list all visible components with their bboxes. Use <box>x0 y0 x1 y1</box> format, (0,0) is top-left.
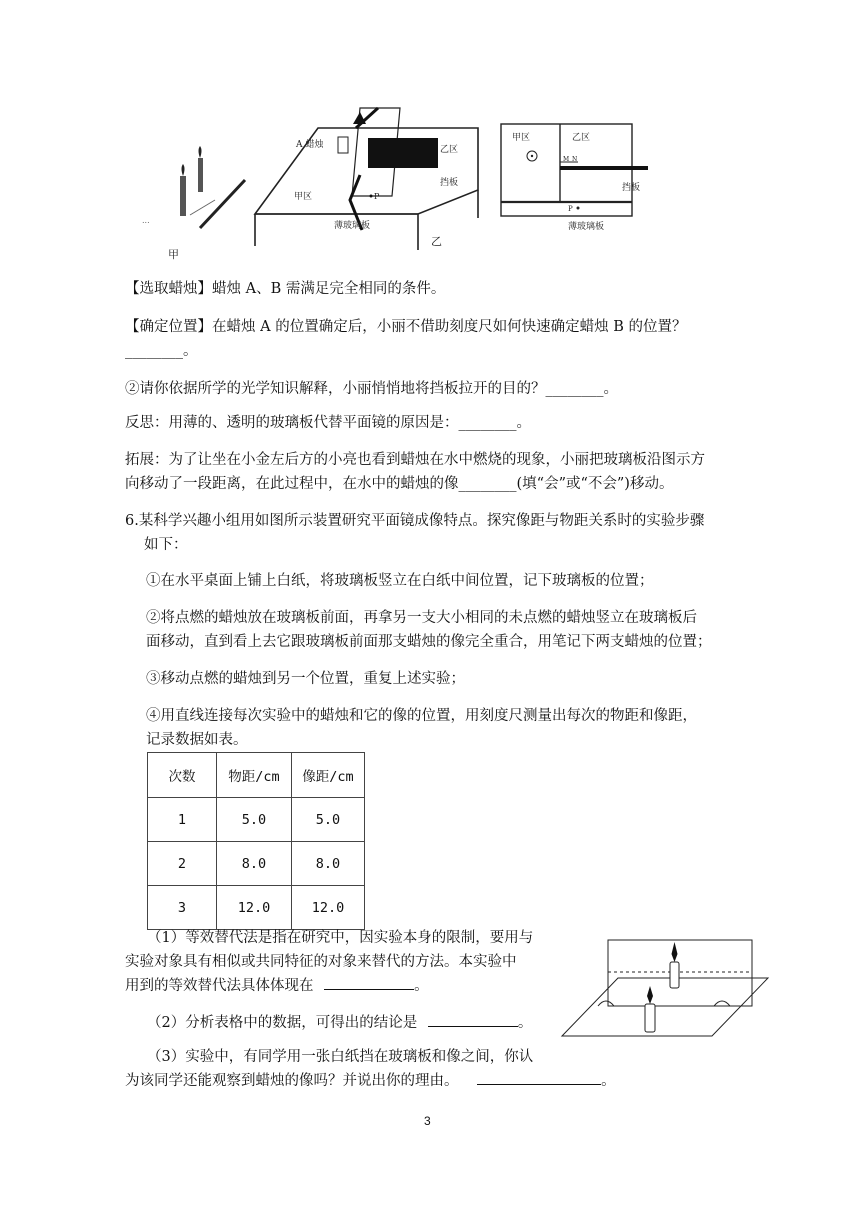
cell-trial: 2 <box>148 842 217 886</box>
q3-line-b-text: 为该同学还能观察到蜡烛的像吗？并说出你的理由。 <box>125 1073 459 1089</box>
q3-line-a: （3）实验中，有同学用一张白纸挡在玻璃板和像之间，你认 <box>147 1049 534 1065</box>
fig-top-board: 挡板 <box>622 183 641 193</box>
q1-line-c <box>125 975 429 997</box>
q1-line-a: （1）等效替代法是指在研究中，因实验本身的限制，要用与 <box>147 930 534 946</box>
cell-object-distance: 5.0 <box>217 798 292 842</box>
figure-jia <box>142 146 245 228</box>
distance-table <box>147 752 365 930</box>
line-extension-1: 拓展：为了让坐在小金左后方的小亮也看到蜡烛在水中燃烧的现象，小丽把玻璃板沿图示方 <box>125 452 705 468</box>
q3-line-b <box>125 1070 616 1092</box>
experiment-figures <box>0 0 860 270</box>
fig-yi-point-p: P <box>374 192 380 201</box>
step-3: ③移动点燃的蜡烛到另一个位置，重复上述实验； <box>146 671 465 687</box>
fig-top-zone-yi: 乙区 <box>572 133 591 143</box>
fig-top-zone-jia: 甲区 <box>512 133 531 143</box>
step-2b: 面移动，直到看上去它跟玻璃板前面那支蜡烛的像完全重合，用笔记下两支蜡烛的位置； <box>146 634 712 650</box>
table-row <box>148 842 365 886</box>
fig-yi-glass: 薄玻璃板 <box>334 221 371 231</box>
cell-trial: 3 <box>148 886 217 930</box>
svg-text:...: ... <box>142 216 150 225</box>
answer-blank-1[interactable] <box>324 975 414 990</box>
step-1: ①在水平桌面上铺上白纸，将玻璃板竖立在白纸中间位置，记下玻璃板的位置； <box>146 573 654 589</box>
fig-yi-label: 乙 <box>431 235 442 248</box>
fig-top-point-m: M <box>563 156 570 163</box>
step-2a: ②将点燃的蜡烛放在玻璃板前面，再拿另一支大小相同的未点燃的蜡烛竖立在玻璃板后 <box>146 610 697 626</box>
cell-object-distance: 8.0 <box>217 842 292 886</box>
line-select-candle: 【选取蜡烛】蜡烛 A、B 需满足完全相同的条件。 <box>125 281 446 297</box>
fig-yi-zone-jia: 甲区 <box>294 192 313 202</box>
fig-yi-zone-yi: 乙区 <box>440 145 459 155</box>
line-confirm-position: 【确定位置】在蜡烛 A 的位置确定后，小丽不借助刻度尺如何快速确定蜡烛 B 的位置？ <box>125 319 687 335</box>
table-row <box>148 798 365 842</box>
page-number: 3 <box>424 1114 431 1128</box>
header-trial: 次数 <box>148 753 217 798</box>
cell-image-distance: 8.0 <box>292 842 365 886</box>
header-object-distance: 物距/cm <box>217 753 292 798</box>
cell-image-distance: 12.0 <box>292 886 365 930</box>
q2-line-text: （2）分析表格中的数据，可得出的结论是 <box>147 1015 418 1031</box>
answer-blank-2[interactable] <box>428 1012 518 1027</box>
step-4b: 记录数据如表。 <box>146 732 248 748</box>
q1-line-b: 实验对象具有相似或共同特征的对象来替代的方法。本实验中 <box>125 954 517 970</box>
question-6-title-cont: 如下： <box>144 537 188 553</box>
fig-yi-candle-a: A 蜡烛 <box>296 140 324 150</box>
q2-line <box>147 1012 532 1034</box>
question-6-title: 6.某科学兴趣小组用如图所示装置研究平面镜成像特点。探究像距与物距关系时的实验步骤 <box>125 513 705 529</box>
glass-plate-figure <box>556 930 772 1042</box>
q1-period: 。 <box>414 978 429 994</box>
cell-trial: 1 <box>148 798 217 842</box>
fig-jia-label: 甲 <box>168 248 179 261</box>
fig-top-glass: 薄玻璃板 <box>568 222 605 232</box>
fig-top-point-p: P <box>568 205 573 213</box>
line-extension-2: 向移动了一段距离，在此过程中，在水中的蜡烛的像________(填“会”或“不会”)移动。 <box>125 476 674 492</box>
q3-period: 。 <box>601 1073 616 1089</box>
cell-object-distance: 12.0 <box>217 886 292 930</box>
line-reflection: 反思：用薄的、透明的玻璃板代替平面镜的原因是：________。 <box>125 415 531 431</box>
cell-image-distance: 5.0 <box>292 798 365 842</box>
q1-line-c-text: 用到的等效替代法具体体现在 <box>125 978 314 994</box>
header-image-distance: 像距/cm <box>292 753 365 798</box>
line-question-2: ②请你依据所学的光学知识解释，小丽悄悄地将挡板拉开的目的？________。 <box>125 381 618 397</box>
step-4a: ④用直线连接每次实验中的蜡烛和它的像的位置，用刻度尺测量出每次的物距和像距， <box>146 708 697 724</box>
line-blank-1: ________。 <box>125 343 198 359</box>
answer-blank-3[interactable] <box>477 1070 601 1085</box>
fig-yi-board: 挡板 <box>440 178 459 188</box>
q2-period: 。 <box>517 1015 533 1031</box>
fig-top-point-n: N <box>572 156 578 163</box>
table-header-row <box>148 753 365 798</box>
table-row <box>148 886 365 930</box>
